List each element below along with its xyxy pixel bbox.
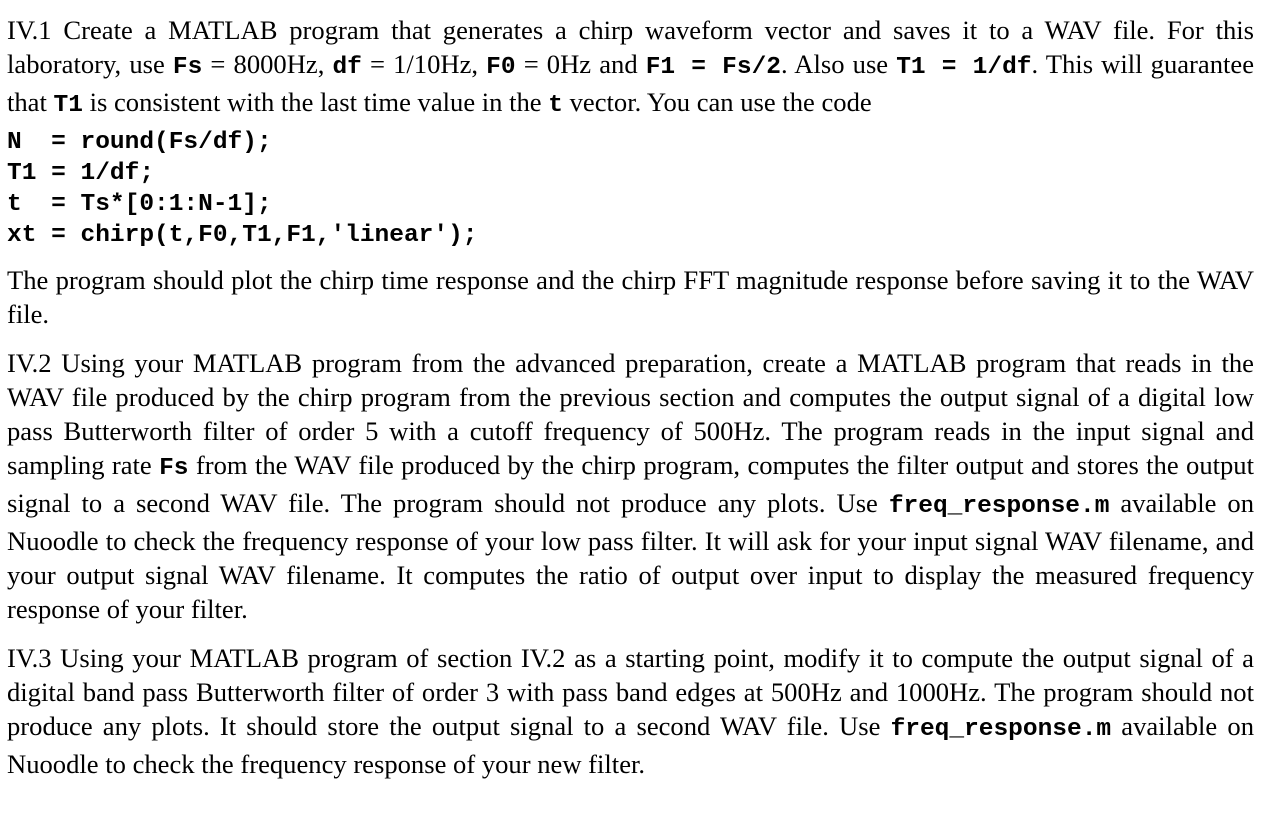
document-page (7, 13, 1254, 781)
iv2-text-3: available on Nuoodle to check the frequency response of your low pass filter. It will ask for your input signal WAV filename, and your output signal WAV filename. It computes the ratio of output over input to display the measured frequency response of your filter. (7, 488, 1254, 624)
section-iv1-paragraph (7, 13, 1254, 123)
iv3-text-2: available on Nuoodle to check the frequency response of your new filter. (7, 711, 1254, 779)
iv1-text-2: = 8000Hz, (202, 49, 333, 79)
code-freq-response: freq_response.m (888, 493, 1110, 520)
code-freq-response: freq_response.m (890, 716, 1112, 743)
iv1-text-1: IV.1 Create a MATLAB program that generates a chirp waveform vector and saves it to a WAV file. For this laboratory, use (7, 15, 1254, 79)
matlab-code-block (7, 127, 1254, 251)
iv2-text-2: from the WAV file produced by the chirp program, computes the filter output and stores the output signal to a second WAV file. The program should not produce any plots. Use (7, 450, 1254, 518)
code-line: xt = chirp(t,F0,T1,F1,'linear'); (7, 222, 478, 249)
code-df: df (332, 54, 362, 81)
section-iv2-paragraph (7, 346, 1254, 626)
code-line: t = Ts*[0:1:N-1]; (7, 191, 272, 218)
code-line: T1 = 1/df; (7, 160, 155, 187)
code-fs: Fs (172, 54, 203, 81)
iv1-text-8: vector. You can use the code (562, 87, 872, 117)
iv3-text-1: IV.3 Using your MATLAB program of section IV.2 as a starting point, modify it to compute the output signal of a digital band pass Butterworth filter of order 3 with pass band edges at 500Hz and 1000Hz. The program should not produce any plots. It should store the output signal to a second WAV file. Use (7, 643, 1254, 741)
iv1-text-6: . This will guarantee that (7, 49, 1254, 117)
iv1-text-5: . Also use (781, 49, 897, 79)
code-fs: Fs (159, 455, 189, 482)
iv1-text-4: = 0Hz and (515, 49, 646, 79)
section-iv1-followup (7, 263, 1254, 331)
iv2-text-1: IV.2 Using your MATLAB program from the advanced preparation, create a MATLAB program that reads in the WAV file produced by the chirp program from the previous section and computes the output signal of a digital low pass Butterworth filter of order 5 with a cutoff frequency of 500Hz. The program reads in the input signal and sampling rate (7, 348, 1254, 480)
code-line: N = round(Fs/df); (7, 129, 272, 156)
iv1-text-7: is consistent with the last time value in the (82, 87, 549, 117)
section-iv3-paragraph (7, 641, 1254, 781)
code-t1-eq: T1 = 1/df (896, 54, 1032, 81)
code-f1-eq: F1 = Fs/2 (645, 54, 781, 81)
code-t: t (548, 92, 563, 119)
code-f0: F0 (486, 54, 516, 81)
code-t1: T1 (53, 92, 83, 119)
iv1-text-3: = 1/10Hz, (361, 49, 487, 79)
iv1-followup-text: The program should plot the chirp time response and the chirp FFT magnitude response before saving it to the WAV file. (7, 265, 1254, 329)
